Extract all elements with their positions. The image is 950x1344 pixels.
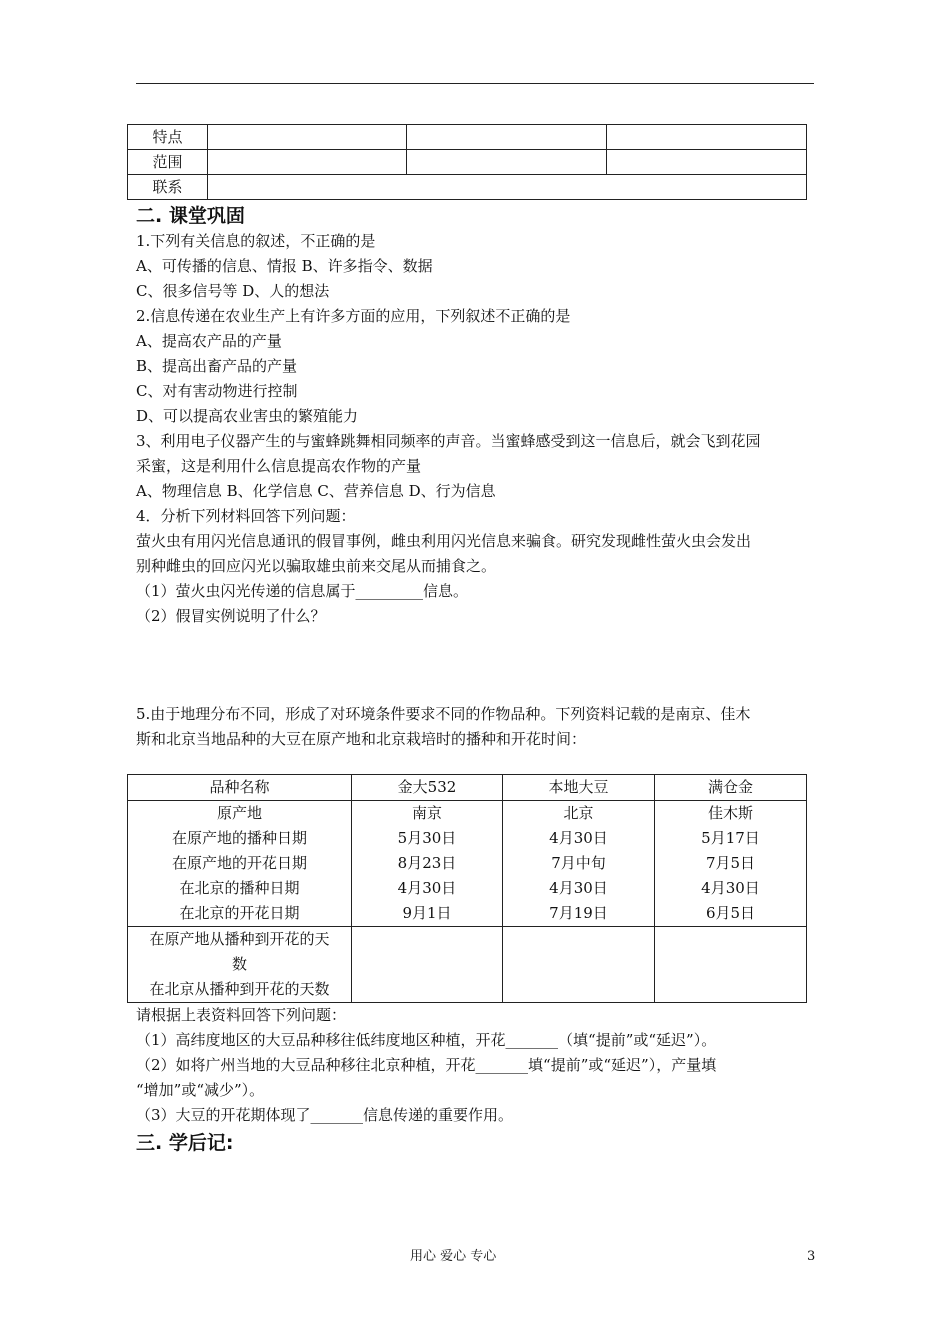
comparison-table [127, 124, 807, 200]
question-line: （2）如将广州当地的大豆品种移往北京种植，开花_______填“提前”或“延迟”），产量填 [136, 1056, 717, 1074]
question-line: C、对有害动物进行控制 [136, 382, 298, 400]
table-cell: 7月中旬 [551, 854, 606, 872]
table-cell: 6月5日 [705, 904, 756, 922]
footer-motto: 用心 爱心 专心 [410, 1249, 497, 1264]
question-line: 请根据上表资料回答下列问题： [136, 1006, 347, 1024]
table-cell [607, 125, 807, 150]
question-line: 4．分析下列材料回答下列问题： [136, 507, 356, 525]
row-label: 在北京的开花日期 [179, 904, 300, 922]
column-header: 品种名称 [128, 775, 352, 801]
column-values [352, 801, 503, 927]
row-label: 在北京的播种日期 [179, 879, 300, 897]
table-cell: 7月19日 [549, 904, 608, 922]
column-header: 本地大豆 [503, 775, 655, 801]
table-cell: 9月1日 [402, 904, 452, 922]
table-cell [503, 927, 655, 1003]
question-line: 1.下列有关信息的叙述，不正确的是 [136, 232, 376, 250]
soybean-table [127, 774, 807, 1003]
table-cell [407, 150, 607, 175]
row-label: 范围 [128, 150, 208, 175]
table-cell: 4月30日 [701, 879, 760, 897]
table-cell: 佳木斯 [707, 804, 753, 822]
question-line: 斯和北京当地品种的大豆在原产地和北京栽培时的播种和开花时间： [136, 730, 587, 748]
row-label: 在原产地的播种日期 [171, 829, 307, 847]
column-values [655, 801, 807, 927]
question-line: （2）假冒实例说明了什么？ [136, 607, 326, 625]
table-cell: 4月30日 [397, 879, 457, 897]
section-heading: 二. 课堂巩固 [136, 205, 245, 227]
question-line: 采蜜，这是利用什么信息提高农作物的产量 [136, 457, 422, 475]
header-rule [136, 83, 814, 84]
column-header: 金大532 [352, 775, 503, 801]
table-cell: 4月30日 [549, 829, 608, 847]
table-header-row [128, 775, 807, 801]
row-label: 联系 [128, 175, 208, 200]
table-cell: 5月17日 [701, 829, 760, 847]
table-row [128, 801, 807, 927]
question-line: C、很多信号等 D、人的想法 [136, 282, 330, 300]
row-label: 特点 [128, 125, 208, 150]
table-row [128, 125, 807, 150]
question-line: 5.由于地理分布不同，形成了对环境条件要求不同的作物品种。下列资料记载的是南京、佳木 [136, 705, 751, 723]
table-cell [655, 927, 807, 1003]
question-line: A、物理信息 B、化学信息 C、营养信息 D、行为信息 [136, 482, 496, 500]
question-line: B、提高出畜产品的产量 [136, 357, 298, 375]
table-cell: 4月30日 [549, 879, 608, 897]
table-cell: 北京 [563, 804, 594, 822]
question-line: 别种雌虫的回应闪光以骗取雄虫前来交尾从而捕食之。 [136, 557, 497, 575]
row-label: 在原产地的开花日期 [171, 854, 307, 872]
table-row [128, 175, 807, 200]
question-line: 3、利用电子仪器产生的与蜜蜂跳舞相同频率的声音。当蜜蜂感受到这一信息后，就会飞到花园 [136, 432, 761, 450]
row-label: 数 [231, 955, 247, 973]
table-cell [607, 150, 807, 175]
section-heading: 三. 学后记: [136, 1132, 234, 1154]
question-line: 2.信息传递在农业生产上有许多方面的应用，下列叙述不正确的是 [136, 307, 571, 325]
table-cell [407, 125, 607, 150]
table-row [128, 927, 807, 1003]
question-line: （1）萤火虫闪光传递的信息属于_________信息。 [136, 582, 469, 600]
table-cell [208, 125, 407, 150]
table-cell: 8月23日 [397, 854, 457, 872]
question-line: （3）大豆的开花期体现了_______信息传递的重要作用。 [136, 1106, 514, 1124]
question-line: （1）高纬度地区的大豆品种移往低纬度地区种植，开花_______（填“提前”或“延迟”）。 [136, 1031, 717, 1049]
table-cell [208, 175, 807, 200]
table-row [128, 150, 807, 175]
row-labels [128, 801, 352, 927]
table-cell: 南京 [411, 804, 442, 822]
page-number: 3 [807, 1249, 816, 1264]
question-line: A、可传播的信息、情报 B、许多指令、数据 [136, 257, 433, 275]
question-line: “增加”或“减少”）。 [136, 1081, 265, 1099]
table-cell [208, 150, 407, 175]
table-cell: 7月5日 [705, 854, 756, 872]
question-line: D、可以提高农业害虫的繁殖能力 [136, 407, 359, 425]
table-cell: 5月30日 [397, 829, 457, 847]
table-cell [352, 927, 503, 1003]
column-values [503, 801, 655, 927]
row-labels [128, 927, 352, 1003]
question-line: 萤火虫有用闪光信息通讯的假冒事例，雌虫利用闪光信息来骗食。研究发现雌性萤火虫会发出 [136, 532, 752, 550]
row-label: 原产地 [216, 804, 262, 822]
column-header: 满仓金 [655, 775, 807, 801]
question-line: A、提高农产品的产量 [136, 332, 282, 350]
row-label: 在原产地从播种到开花的天 [149, 930, 330, 948]
row-label: 在北京从播种到开花的天数 [149, 980, 330, 998]
